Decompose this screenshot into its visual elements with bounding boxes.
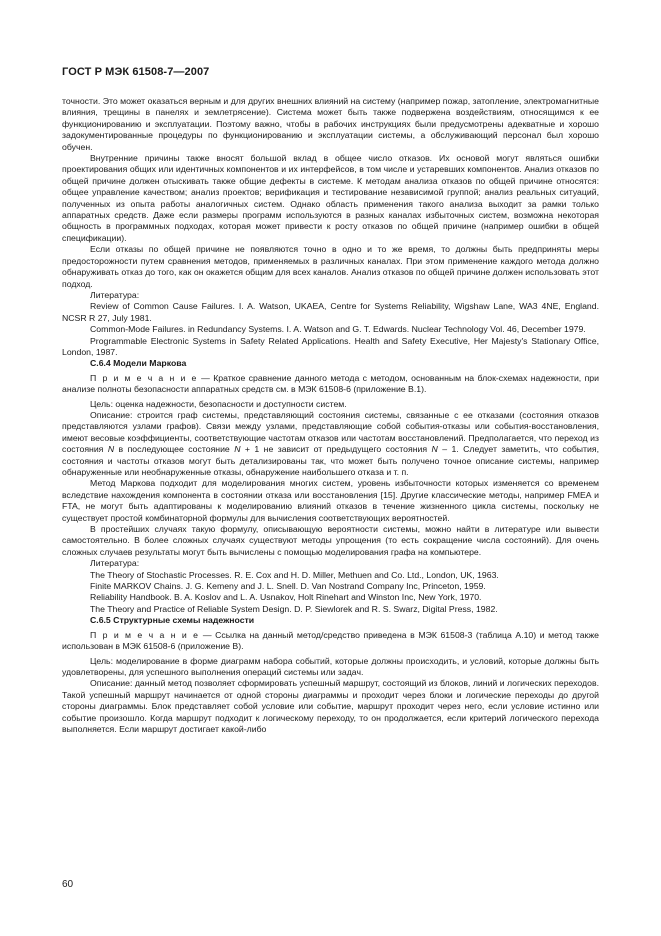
description-text: в последующее состояние: [114, 444, 235, 455]
paragraph-simple-cases: В простейших случаях такую формулу, описывающую вероятности системы, можно найти в литературе или вывести самостоятельно. В более сложных случаях существуют методы упрощения (то есть сокращение числа состояний). Для очень сложных случаев результаты могут быть вычислены с помощью моделирования графа на компьютере.: [62, 524, 599, 557]
reference-item: Programmable Electronic Systems in Safety Related Applications. Health and Safety Executive, Her Majesty's Stationary Office, London, 1987.: [62, 335, 599, 357]
goal-c64: Цель: оценка надежности, безопасности и доступности систем.: [90, 398, 347, 409]
page-number: 60: [62, 879, 74, 890]
reference-item: Reliability Handbook. B. A. Koslov and L. A. Usnakov, Holt Rinehart and Winston Inc, New York, 1970.: [90, 592, 482, 603]
reference-item: The Theory and Practice of Reliable System Design. D. P. Siewlorek and R. S. Swarz, Digital Press, 1982.: [90, 603, 498, 614]
note-c65: [62, 630, 599, 653]
section-heading-c65: С.6.5 Структурные схемы надежности: [90, 615, 255, 626]
reference-item: Review of Common Cause Failures. I. A. Watson, UKAEA, Centre for Systems Reliability, Wigshaw Lane, WA3 4NE, England. NCSR R 27, July 1981.: [62, 301, 599, 323]
variable-n: N: [431, 444, 438, 455]
variable-n: N: [107, 444, 115, 455]
reference-item: The Theory of Stochastic Processes. R. E. Cox and H. D. Miller, Methuen and Co. Ltd., London, UK, 1963.: [90, 569, 499, 580]
goal-c65: Цель: моделирование в форме диаграмм набора событий, которые должны происходить, и условий, которые должны быть удовлетворены, для успешного выполнения операций системы или задач.: [62, 655, 599, 677]
paragraph-external-influences: точности. Это может оказаться верным и для других внешних влияний на систему (например пожар, затопление, электромагнитные влияния, трещины в панелях и землетрясение). Система может быть также подвержена воздействиям, относящимся к ее функционированию и эксплуатации. Поэтому важно, чтобы в рабочих инструкциях были предусмотрены адекватные и хорошо задокументированные процедуры по функционированию и эксплуатации системы, а обслуживающий персонал был хорошо обучен.: [62, 96, 599, 152]
description-c65: Описание: данный метод позволяет сформировать успешный маршрут, состоящий из блоков, линий и логических переходов. Такой успешный маршрут начинается от одной стороны диаграммы и проходит через блоки и логические переходы до другой стороны диаграммы. Блок представляет собой условие или событие, маршрут проходит через него, если условие истинно или событие произошло. Когда маршрут подходит к логическому переходу, то он продолжается, если критерий логического перехода выполняется. Если маршрут достигает какой-либо: [62, 678, 599, 734]
page-content: [62, 96, 599, 735]
section-heading-c64: С.6.4 Модели Маркова: [90, 358, 187, 369]
literature-label: Литература:: [90, 558, 140, 569]
description-text: – 1. Следует заметить, что события, состояния и частоты отказов могут быть детализированы так, что может быть получено точное описание системы, например обнаруженные или необнаруженные отказы, обнаружение наибольшего отказа и т. п.: [62, 444, 599, 477]
document-header: ГОСТ Р МЭК 61508-7—2007: [62, 66, 210, 78]
paragraph-precautions: Если отказы по общей причине не появляются точно в одно и то же время, то должны быть предприняты меры предосторожности путем сравнения методов, применяемых в различных каналах. При этом применение каждого метода должно обнаруживать отказ до того, как он окажется общим для всех каналов. Анализ отказов по общей причине должен использовать этот подход.: [62, 244, 599, 289]
note-c64: [62, 373, 599, 396]
paragraph-markov-method: Метод Маркова подходит для моделирования многих систем, уровень избыточности которых изменяется со временем вследствие нахождения компонента в состоянии отказа или восстановления [15]. Другие классические методы, например FMEA и FTA, не могут быть адаптированы к моделированию влияний отказов в течение жизненного цикла системы, поскольку не существует простой комбинаторной формулы для вычисления соответствующих вероятностей.: [62, 478, 599, 523]
literature-label: Литература:: [90, 289, 140, 300]
note-label: П р и м е ч а н и е: [90, 372, 198, 383]
note-text: — Ссылка на данный метод/средство приведена в МЭК 61508-3 (таблица А.10) и метод также использован в МЭК 61508-6 (приложение В).: [62, 629, 599, 652]
reference-item: Common-Mode Failures. in Redundancy Systems. I. A. Watson and G. T. Edwards. Nuclear Technology Vol. 46, December 1979.: [90, 324, 586, 335]
note-text: — Краткое сравнение данного метода с методом, основанным на блок-схемах надежности, при анализе полноты безопасности аппаратных средств см. в МЭК 61508-6 (приложение В.1).: [62, 372, 599, 395]
description-c64: [62, 410, 599, 478]
reference-item: Finite MARKOV Chains. J. G. Kemeny and J. L. Snell. D. Van Nostrand Company Inc, Princeton, 1959.: [90, 581, 486, 592]
description-text: Описание: строится граф системы, представляющий состояния системы, связанные с ее отказами (состояния отказов представляются узлами графов). Связи между узлами, представляющие собой события-отказы или события-восстановления, имеют весовые коэффициенты, соответствующие частотам отказов или частотам восстановлений. Предполагается, что переход из состояния: [62, 409, 599, 455]
description-text: + 1 не зависит от предыдущего состояния: [240, 444, 432, 455]
variable-n: N: [234, 444, 241, 455]
paragraph-internal-causes: Внутренние причины также вносят большой вклад в общее число отказов. Их основой могут являться ошибки проектирования общих или идентичных компонентов и их интерфейсов, в том числе и устаревших компонентов. Анализ отказов по общей причине должен отыскивать также общие дефекты в системе. К методам анализа отказов по общей причине относятся: общее управление качеством; анализ проектов; верификация и тестирование независимой группой; анализ реальных ситуаций, полученных из опыта работы аналогичных систем. Однако область применения такого анализа выходит за рамки только аппаратных средств. Даже если размеры программ используются в разных каналах избыточных систем, возможна некоторая общность в программных подходах, которая может привести к росту отказов по общей причине (например ошибки в общей спецификации).: [62, 153, 599, 243]
note-label: П р и м е ч а н и е: [90, 629, 200, 640]
